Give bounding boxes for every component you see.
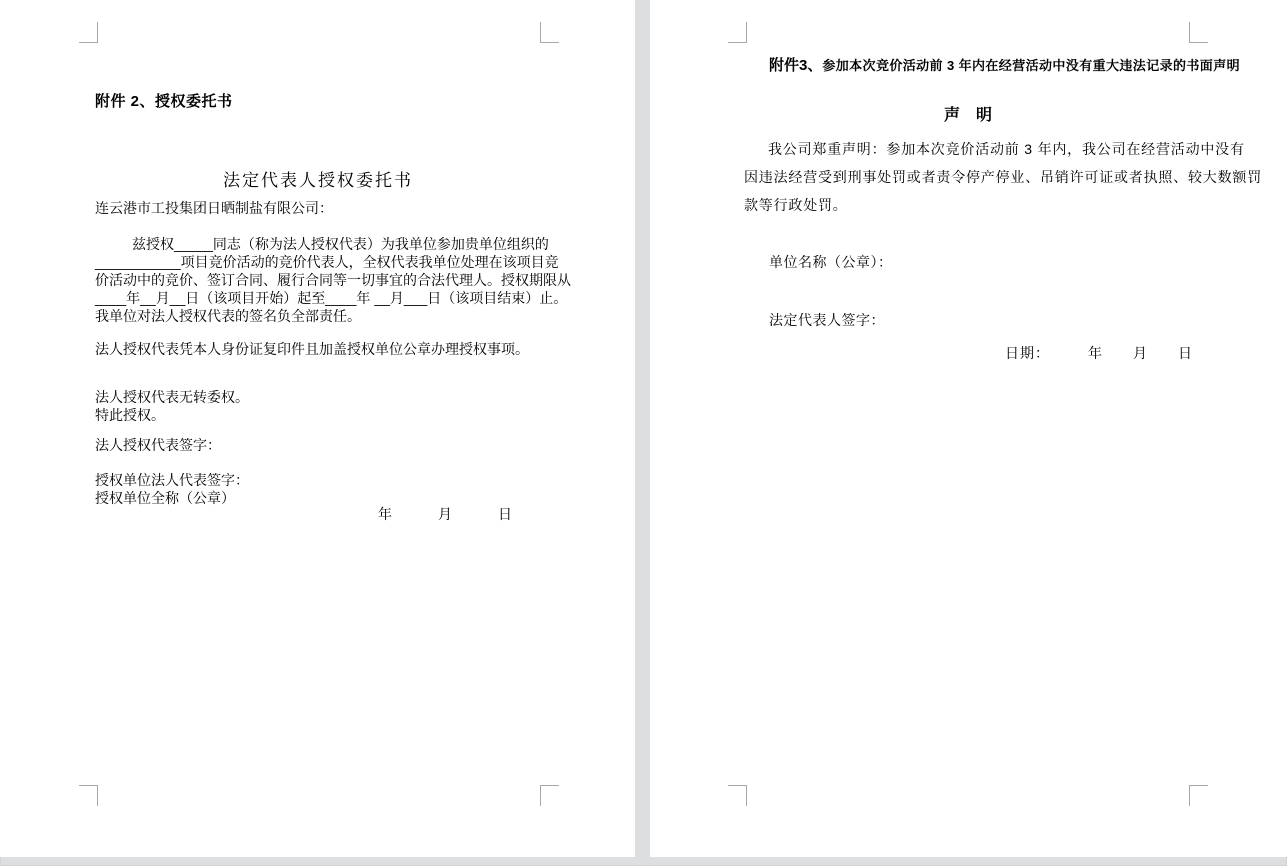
paragraph-line: 因违法经营受到刑事处罚或者责令停产停业、吊销许可证或者执照、较大数额罚 — [744, 169, 1262, 185]
authorization-paragraph — [95, 235, 571, 325]
hereby-line: 特此授权。 — [95, 407, 165, 423]
date-line: 年 月 日 — [378, 506, 513, 522]
id-card-note: 法人授权代表凭本人身份证复印件且加盖授权单位公章办理授权事项。 — [95, 341, 529, 357]
attachment-heading-text: 参加本次竞价活动前 3 年内在经营活动中没有重大违法记录的书面声明 — [822, 58, 1240, 73]
margin-mark-top-left — [728, 22, 747, 43]
recipient-line: 连云港市工投集团日晒制盐有限公司： — [95, 200, 333, 216]
attachment-heading — [769, 54, 1240, 75]
attachment-heading: 附件 2、授权委托书 — [95, 93, 233, 110]
page-title: 声 明 — [943, 107, 992, 124]
page-title: 法定代表人授权委托书 — [223, 171, 413, 190]
paragraph-line: ___________项目竞价活动的竞价代表人，全权代表我单位处理在该项目竞 — [95, 254, 559, 270]
date-line: 日期： 年 月 日 — [1005, 345, 1193, 361]
margin-mark-bottom-right — [540, 785, 559, 806]
unit-representative-sign-label: 授权单位法人代表签字： — [95, 472, 249, 488]
document-page-left[interactable] — [0, 0, 635, 857]
unit-name-label: 授权单位全称（公章） — [95, 490, 235, 506]
paragraph-line: 款等行政处罚。 — [744, 197, 848, 213]
margin-mark-bottom-left — [728, 785, 747, 806]
no-delegation-line: 法人授权代表无转委权。 — [95, 389, 249, 405]
paragraph-line: 我单位对法人授权代表的签名负全部责任。 — [95, 308, 361, 324]
margin-mark-top-right — [1189, 22, 1208, 43]
paragraph-line: 价活动中的竞价、签订合同、履行合同等一切事宜的合法代理人。授权期限从 — [95, 272, 571, 288]
representative-sign-label: 法定代表人签字： — [769, 312, 885, 328]
attachment-heading-prefix: 附件3、 — [769, 57, 823, 74]
margin-mark-top-right — [540, 22, 559, 43]
document-page-right[interactable] — [650, 0, 1287, 857]
margin-mark-bottom-left — [79, 785, 98, 806]
margin-mark-top-left — [79, 22, 98, 43]
margin-mark-bottom-right — [1189, 785, 1208, 806]
unit-name-label: 单位名称（公章）： — [769, 254, 893, 270]
paragraph-line: 我公司郑重声明：参加本次竞价活动前 3 年内，我公司在经营活动中没有 — [768, 141, 1245, 157]
representative-sign-label: 法人授权代表签字： — [95, 437, 221, 453]
paragraph-line: 兹授权_____同志（称为法人授权代表）为我单位参加贵单位组织的 — [132, 236, 549, 252]
paragraph-line: ____年__月__日（该项目开始）起至____年 __月___日（该项目结束）止。 — [95, 290, 568, 306]
page-gap — [635, 0, 650, 857]
declaration-paragraph — [744, 135, 1262, 219]
